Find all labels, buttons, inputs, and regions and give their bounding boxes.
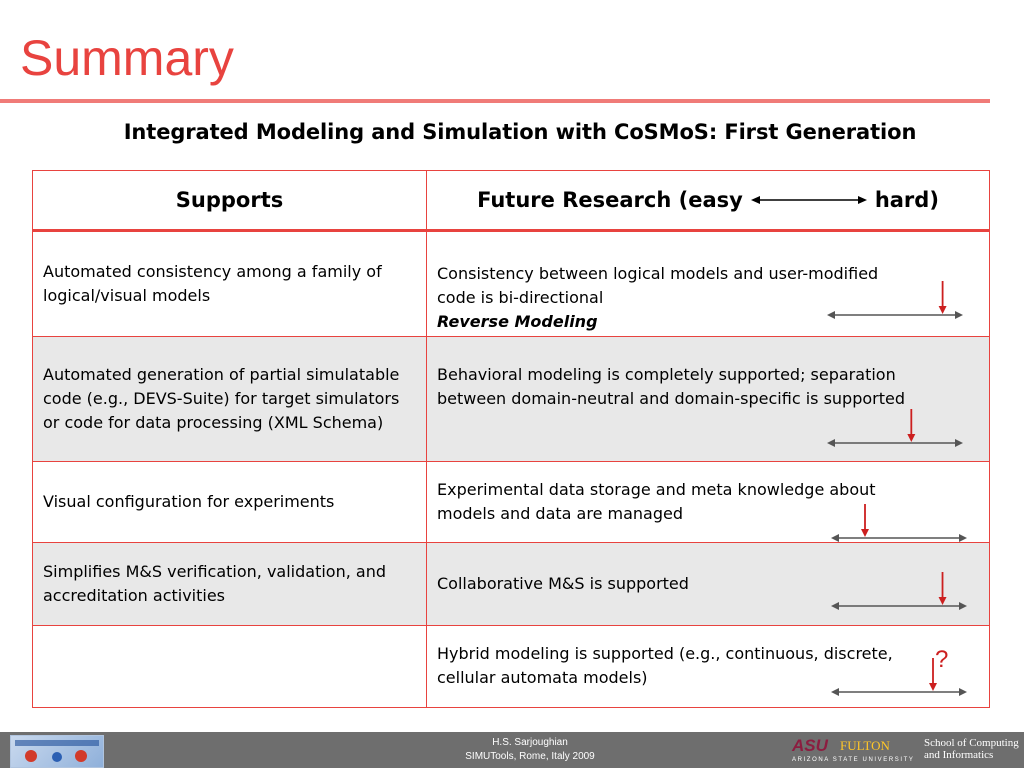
difficulty-marker-arrowhead [939, 597, 947, 605]
table-row [33, 626, 989, 708]
table-header-row [33, 171, 989, 229]
unknown-difficulty-mark: ? [935, 646, 949, 673]
footer-credits [430, 736, 630, 764]
support-text: Automated consistency among a family of logical/visual models [43, 262, 382, 305]
table-row [33, 337, 989, 461]
difficulty-scale [827, 656, 971, 700]
asu-fulton-logo [792, 735, 916, 765]
table-row [33, 232, 989, 336]
footer-author: H.S. Sarjoughian [492, 737, 568, 748]
table-row [33, 543, 989, 625]
support-text: Visual configuration for experiments [43, 492, 335, 511]
scale-hard-arrowhead [959, 602, 967, 610]
difficulty-scale [827, 502, 971, 546]
research-text: Collaborative M&S is supported [437, 574, 689, 593]
scale-easy-arrowhead [827, 311, 835, 319]
scale-easy-arrowhead [831, 602, 839, 610]
difficulty-scale [823, 279, 967, 323]
support-cell [33, 543, 427, 625]
fulton-logo-text: FULTON [840, 738, 890, 753]
header-future-research [427, 171, 989, 229]
easy-hard-arrow-icon [751, 190, 867, 210]
difficulty-marker-arrowhead [939, 306, 947, 314]
research-text: Experimental data storage and meta knowledge about models and data are managed [437, 480, 876, 523]
school-logo-line2: and Informatics [924, 749, 994, 761]
scale-easy-arrowhead [827, 439, 835, 447]
school-logo [924, 737, 1022, 761]
scale-hard-arrowhead [959, 688, 967, 696]
school-logo-line1: School of Computing [924, 737, 1019, 749]
difficulty-marker-arrowhead [861, 529, 869, 537]
research-text: Consistency between logical models and user-modified code is bi-directional [437, 264, 879, 307]
footer-bar [0, 732, 1024, 768]
support-cell [33, 232, 427, 336]
acims-logo [10, 735, 104, 768]
research-cell [427, 462, 989, 542]
support-cell-empty [33, 626, 427, 708]
header-supports [33, 171, 427, 229]
research-text: Hybrid modeling is supported (e.g., continuous, discrete, cellular automata models) [437, 644, 893, 687]
support-text: Simplifies M&S verification, validation, and accreditation activities [43, 562, 386, 605]
asu-logo-mark: ASU [792, 736, 828, 755]
title-divider [0, 99, 990, 103]
table-row [33, 462, 989, 542]
support-cell [33, 337, 427, 461]
slide-title: Summary [20, 30, 234, 86]
support-cell [33, 462, 427, 542]
difficulty-marker-arrowhead [929, 683, 937, 691]
summary-table [32, 170, 990, 708]
scale-easy-arrowhead [831, 688, 839, 696]
research-cell [427, 337, 989, 461]
acims-logo-art [11, 736, 103, 767]
support-text: Automated generation of partial simulatable code (e.g., DEVS-Suite) for target simulators or code for data processing (XML Schema) [43, 365, 400, 432]
research-cell [427, 626, 989, 708]
slide-subtitle: Integrated Modeling and Simulation with CoSMoS: First Generation [123, 120, 917, 144]
header-future-suffix: hard) [874, 188, 939, 212]
research-text: Behavioral modeling is completely supported; separation between domain-neutral and domain-specific is supported [437, 365, 905, 408]
research-emphasis: Reverse Modeling [437, 312, 598, 331]
header-supports-label: Supports [175, 188, 284, 212]
scale-easy-arrowhead [831, 534, 839, 542]
footer-venue: SIMUTools, Rome, Italy 2009 [465, 751, 595, 762]
scale-hard-arrowhead [955, 311, 963, 319]
research-cell [427, 232, 989, 336]
scale-hard-arrowhead [959, 534, 967, 542]
difficulty-scale [823, 407, 967, 451]
research-cell [427, 543, 989, 625]
asu-full-name: ARIZONA STATE UNIVERSITY [792, 757, 915, 763]
difficulty-scale [827, 570, 971, 614]
header-future-prefix: Future Research (easy [477, 188, 743, 212]
difficulty-marker-arrowhead [907, 434, 915, 442]
scale-hard-arrowhead [955, 439, 963, 447]
